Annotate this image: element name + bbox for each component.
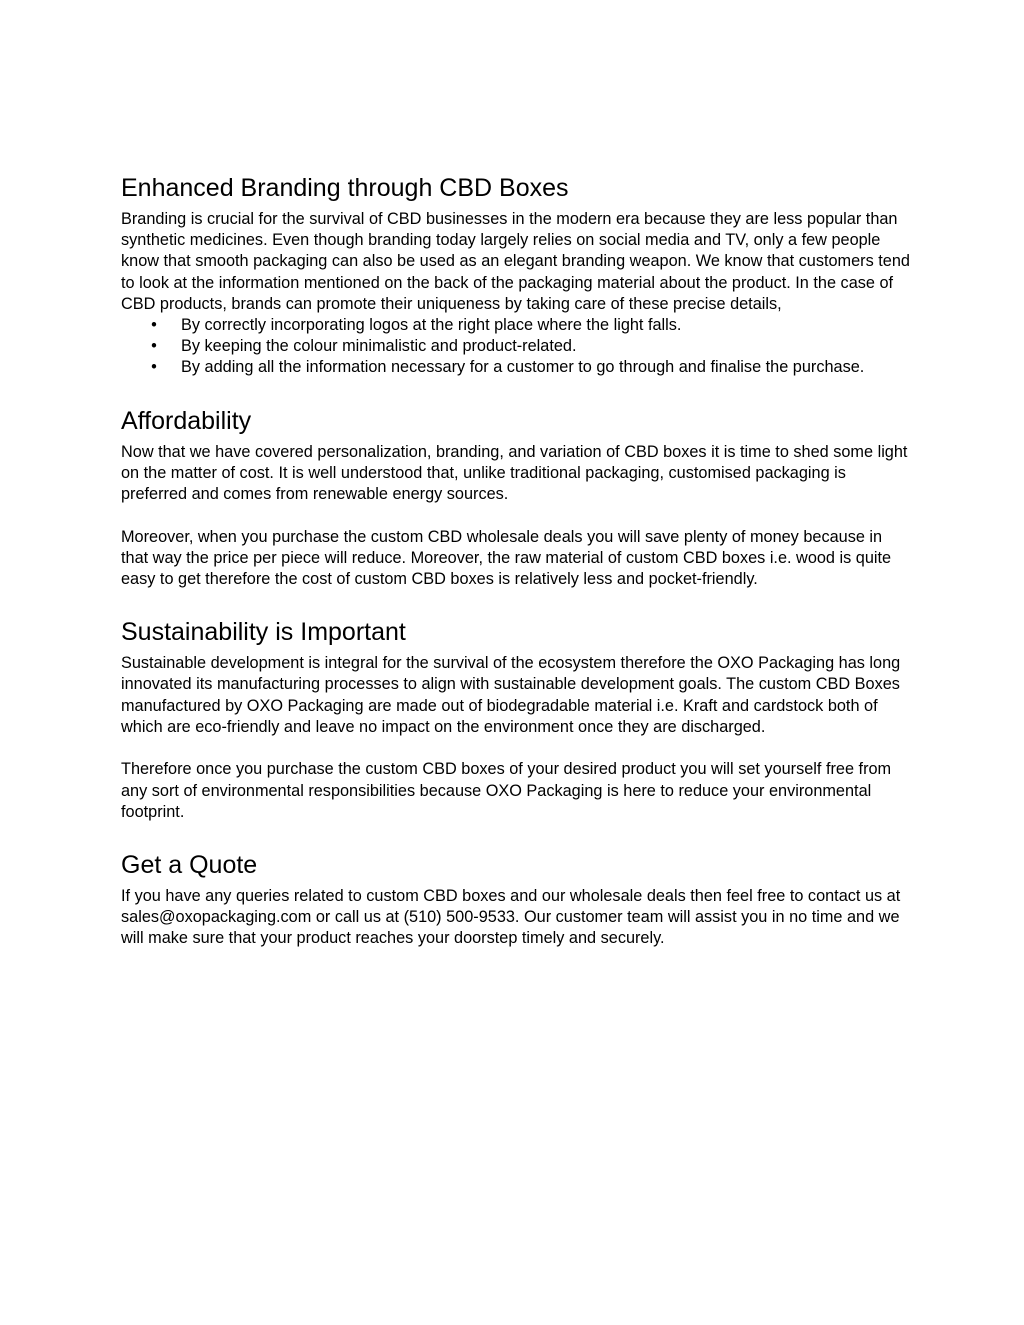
section-get-a-quote [121, 849, 911, 950]
bullet-text: By correctly incorporating logos at the right place where the light falls. [181, 316, 682, 335]
section-heading: Sustainability is Important [121, 618, 406, 647]
section-paragraph: Branding is crucial for the survival of CBD businesses in the modern era because they are less popular than synthetic medicines. Even though branding today largely relies on social media and TV, only a few people know that smooth packaging can also be used as an elegant branding weapon. We know that customers tend to look at the information mentioned on the back of the packaging material about the product. In the case of CBD products, brands can promote their uniqueness by taking care of these precise details, [121, 210, 910, 313]
bullet-text: By adding all the information necessary for a customer to go through and finalise the purchase. [181, 358, 865, 377]
bullet-item [151, 336, 911, 357]
section-paragraph: If you have any queries related to custom CBD boxes and our wholesale deals then feel free to contact us at sales@oxopackaging.com or call us at (510) 500-9533. Our customer team will assist you in no time and we will make sure that your product reaches your doorstep timely and securely. [121, 887, 901, 948]
bullet-icon: • [151, 337, 157, 356]
section-heading: Enhanced Branding through CBD Boxes [121, 174, 569, 202]
section-heading: Affordability [121, 406, 252, 435]
bullet-list [121, 315, 911, 379]
bullet-text: By keeping the colour minimalistic and product-related. [181, 337, 577, 356]
document-page [121, 172, 911, 950]
section-paragraph: Sustainable development is integral for the survival of the ecosystem therefore the OXO Packaging has long innovated its manufacturing processes to align with sustainable development goals. The custom CBD Boxes manufactured by OXO Packaging are made out of biodegradable material i.e. Kraft and cardstock both of which are eco-friendly and leave no impact on the environment once they are discharged. [121, 654, 901, 736]
bullet-icon: • [151, 358, 157, 377]
bullet-item [151, 357, 911, 378]
bullet-icon: • [151, 316, 157, 335]
bullet-item [151, 315, 911, 336]
section-paragraph: Now that we have covered personalization, branding, and variation of CBD boxes it is time to shed some light on the matter of cost. It is well understood that, unlike traditional packaging, customised packaging is preferred and comes from renewable energy sources. [121, 442, 908, 504]
section-enhanced-branding [121, 172, 911, 379]
section-heading: Get a Quote [121, 851, 258, 880]
section-paragraph: Moreover, when you purchase the custom CBD wholesale deals you will save plenty of money because in that way the price per piece will reduce. Moreover, the raw material of custom CBD boxes i.e. wood is quite easy to get therefore the cost of custom CBD boxes is relatively less and pocket-friendly. [121, 527, 892, 589]
section-paragraph: Therefore once you purchase the custom CBD boxes of your desired product you will set yourself free from any sort of environmental responsibilities because OXO Packaging is here to reduce your environmental footprint. [121, 760, 892, 821]
section-sustainability [121, 616, 911, 823]
section-affordability [121, 405, 911, 591]
